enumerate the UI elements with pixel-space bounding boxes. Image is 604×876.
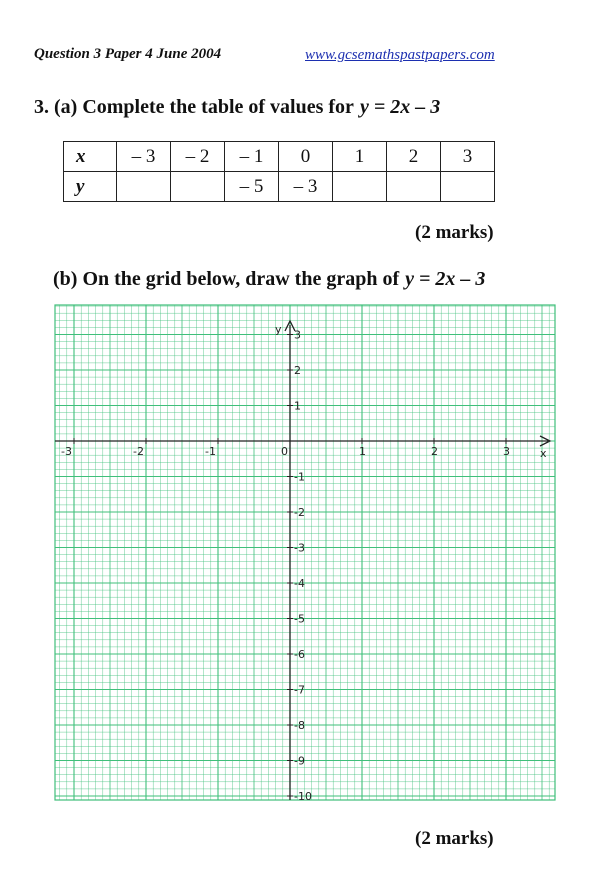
question-b-equation: y = 2x – 3 [405,268,486,290]
question-a-text: 3. (a) Complete the table of values for [34,96,354,118]
table-header-x: x [64,142,117,172]
table-cell-y: – 3 [279,172,333,202]
paper-title: Question 3 Paper 4 June 2004 [34,46,222,62]
table-cell-x: – 2 [171,142,225,172]
question-b-text: (b) On the grid below, draw the graph of [53,268,400,290]
table-cell-x: – 1 [225,142,279,172]
x-axis-label: x [540,447,547,460]
y-tick-label: -1 [294,470,305,484]
website-link[interactable]: www.gcsemathspastpapers.com [305,47,495,63]
y-tick-label: -8 [294,719,305,732]
y-axis-label: y [275,323,282,336]
x-tick-label: 3 [503,445,510,458]
y-tick-label: -3 [294,541,305,555]
x-tick-label: -3 [61,445,72,458]
grid-border [55,305,555,800]
y-tick-label: -6 [294,648,305,661]
y-tick-label: -9 [294,754,305,768]
y-tick-label: 3 [294,328,301,342]
table-header-y: y [64,172,117,202]
y-tick-label: -2 [294,506,305,519]
y-tick-label: -5 [294,612,305,626]
grid-lines [55,305,555,800]
table-cell-y: – 5 [225,172,279,202]
table-cell-x: – 3 [117,142,171,172]
x-tick-label: 2 [431,445,438,458]
table-cell-x: 3 [441,142,495,172]
y-tick-label: 1 [294,399,301,413]
x-tick-label: 0 [281,445,288,458]
x-tick-label: -1 [205,445,216,458]
table-cell-x: 2 [387,142,441,172]
y-tick-label: 2 [294,364,301,377]
axis-labels [61,323,547,803]
x-tick-label: -2 [133,445,144,458]
table-cell-x: 0 [279,142,333,172]
marks-a: (2 marks) [415,222,494,243]
table-cell-x: 1 [333,142,387,172]
question-a-equation: y = 2x – 3 [359,96,441,118]
y-tick-label: -4 [294,577,305,590]
y-tick-label: -7 [294,683,305,697]
x-tick-label: 1 [359,445,366,458]
y-tick-label: -10 [294,790,312,803]
marks-b: (2 marks) [415,828,494,849]
